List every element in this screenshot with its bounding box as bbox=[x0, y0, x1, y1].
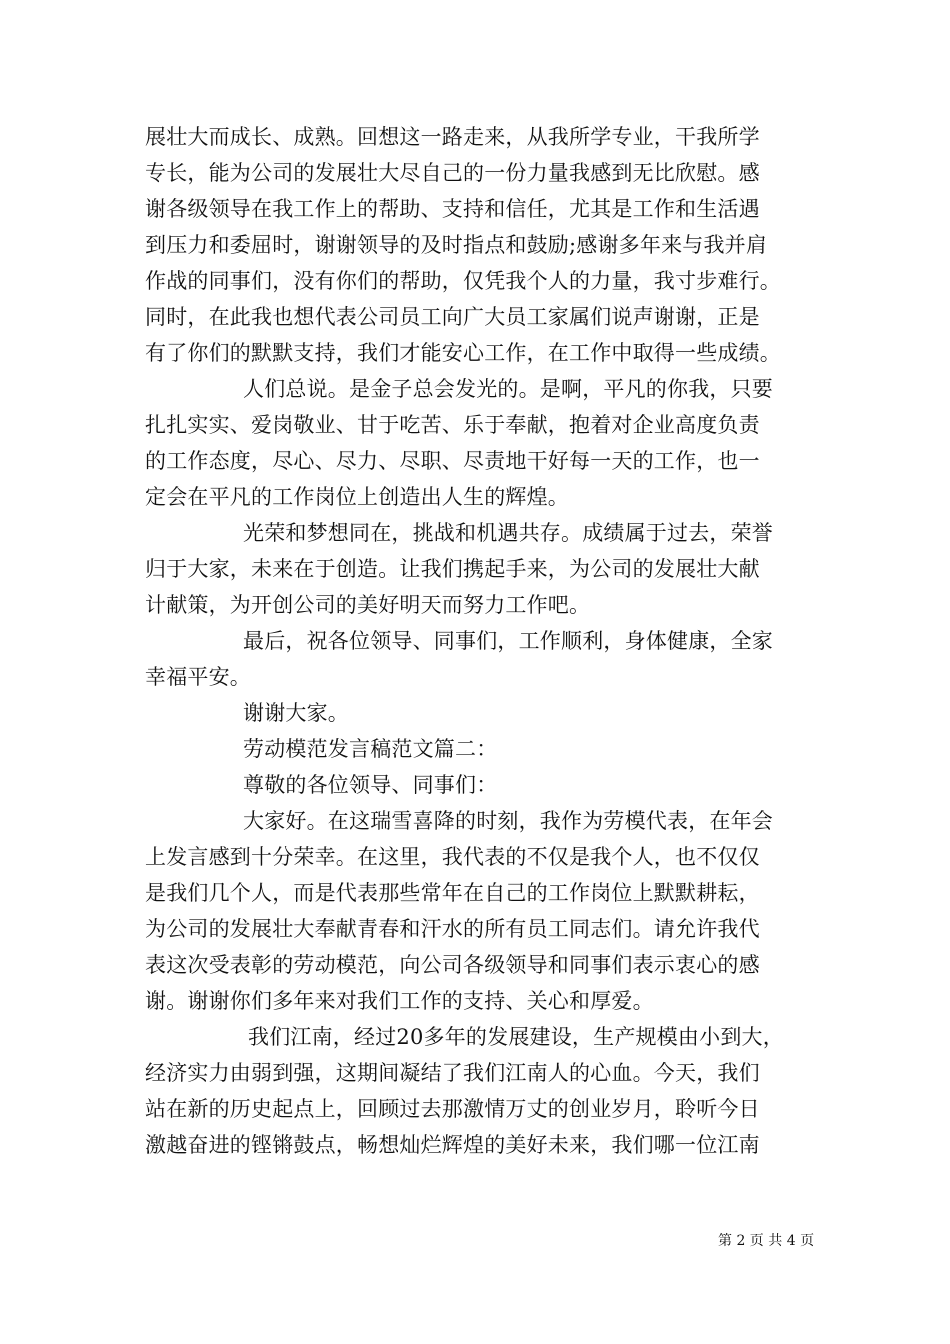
paragraph-first-line: 最后，祝各位领导、同事们，工作顺利，身体健康，全家 bbox=[243, 629, 773, 653]
text-line: 谢。谢谢你们多年来对我们工作的支持、关心和厚爱。 bbox=[145, 989, 654, 1013]
salutation: 尊敬的各位领导、同事们： bbox=[243, 773, 498, 797]
text-line: 为公司的发展壮大奉献青春和汗水的所有员工同志们。请允许我代 bbox=[145, 917, 760, 941]
closing-thanks: 谢谢大家。 bbox=[243, 701, 349, 725]
text-line: 计献策，为开创公司的美好明天而努力工作吧。 bbox=[145, 593, 591, 617]
paragraph-first-line: 大家好。在这瑞雪喜降的时刻，我作为劳模代表，在年会 bbox=[243, 809, 773, 833]
text-line: 激越奋进的铿锵鼓点，畅想灿烂辉煌的美好未来，我们哪一位江南 bbox=[145, 1133, 760, 1157]
text-line: 幸福平安。 bbox=[145, 665, 251, 689]
text-line: 展壮大而成长、成熟。回想这一路走来，从我所学专业，干我所学 bbox=[145, 125, 760, 149]
paragraph-first-line: 我们江南，经过20多年的发展建设，生产规模由小到大， bbox=[248, 1025, 784, 1049]
text-line: 谢各级领导在我工作上的帮助、支持和信任，尤其是工作和生活遇 bbox=[145, 197, 760, 221]
text-line: 到压力和委屈时，谢谢领导的及时指点和鼓励;感谢多年来与我并肩 bbox=[145, 233, 768, 257]
text-line: 同时，在此我也想代表公司员工向广大员工家属们说声谢谢，正是 bbox=[145, 305, 760, 329]
text-line: 作战的同事们，没有你们的帮助，仅凭我个人的力量，我寸步难行。 bbox=[145, 269, 781, 293]
text-line: 经济实力由弱到强，这期间凝结了我们江南人的心血。今天，我们 bbox=[145, 1061, 760, 1085]
text-line: 是我们几个人，而是代表那些常年在自己的工作岗位上默默耕耘， bbox=[145, 881, 760, 905]
page-number-footer: 第 2 页 共 4 页 bbox=[718, 1233, 815, 1249]
text-line: 扎扎实实、爱岗敬业、甘于吃苦、乐于奉献，抱着对企业高度负责 bbox=[145, 413, 760, 437]
text-line: 表这次受表彰的劳动模范，向公司各级领导和同事们表示衷心的感 bbox=[145, 953, 760, 977]
paragraph-first-line: 光荣和梦想同在，挑战和机遇共存。成绩属于过去，荣誉 bbox=[243, 521, 773, 545]
text-line: 有了你们的默默支持，我们才能安心工作，在工作中取得一些成绩。 bbox=[145, 341, 781, 365]
text-line: 专长，能为公司的发展壮大尽自己的一份力量我感到无比欣慰。感 bbox=[145, 161, 760, 185]
text-line: 站在新的历史起点上，回顾过去那激情万丈的创业岁月，聆听今日 bbox=[145, 1097, 760, 1121]
text-line: 归于大家，未来在于创造。让我们携起手来，为公司的发展壮大献 bbox=[145, 557, 760, 581]
text-line: 上发言感到十分荣幸。在这里，我代表的不仅是我个人，也不仅仅 bbox=[145, 845, 760, 869]
paragraph-first-line: 人们总说。是金子总会发光的。是啊，平凡的你我，只要 bbox=[243, 377, 773, 401]
section-heading: 劳动模范发言稿范文篇二： bbox=[243, 737, 498, 761]
text-line: 定会在平凡的工作岗位上创造出人生的辉煌。 bbox=[145, 485, 569, 509]
text-line: 的工作态度，尽心、尽力、尽职、尽责地干好每一天的工作，也一 bbox=[145, 449, 760, 473]
